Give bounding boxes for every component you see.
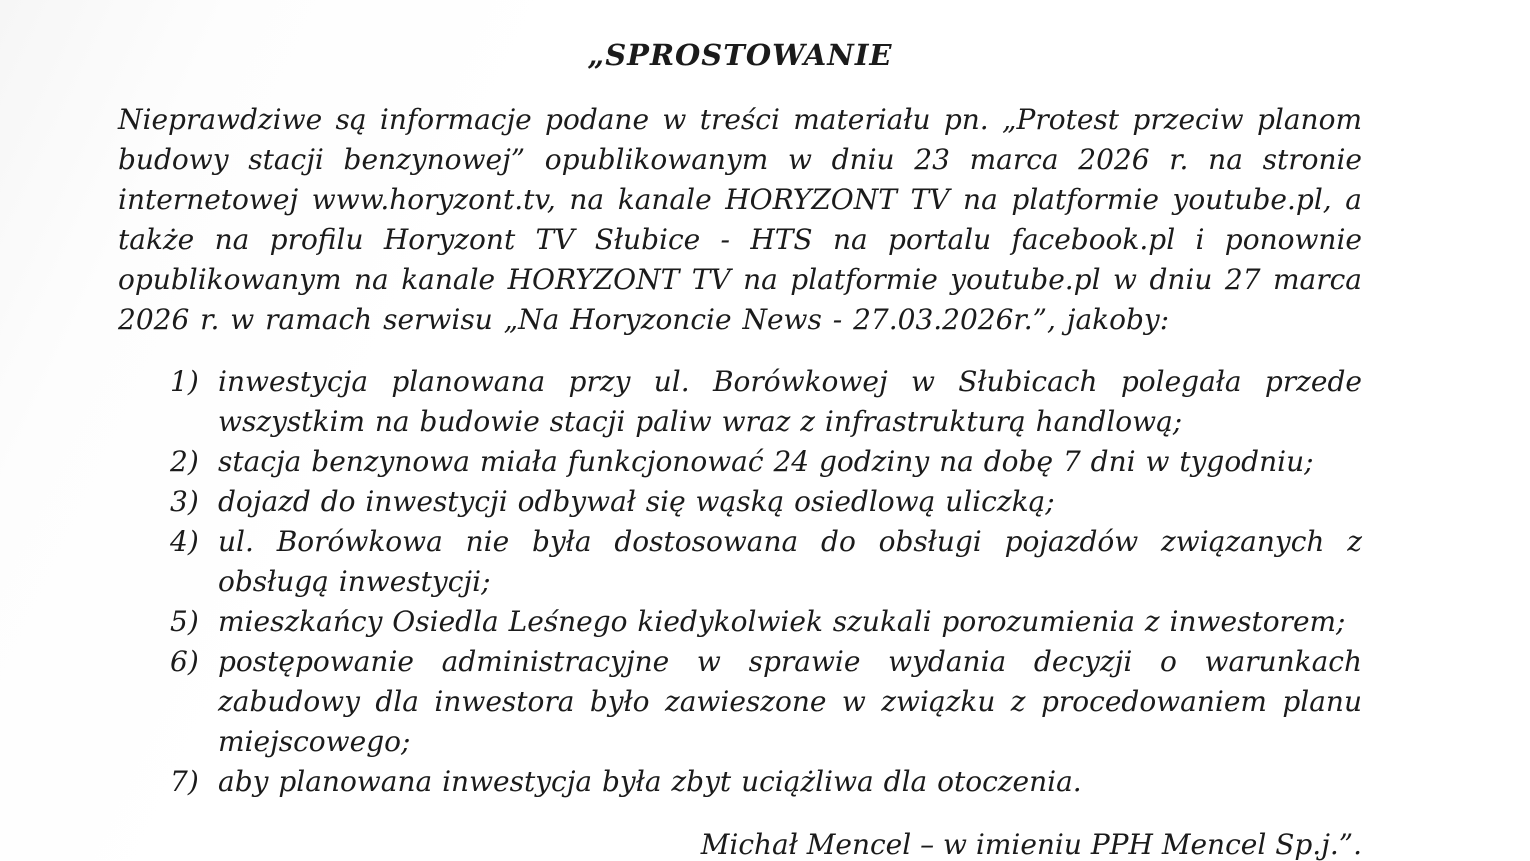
document-title: „SPROSTOWANIE: [587, 38, 893, 72]
intro-paragraph: Nieprawdziwe są informacje podane w treści materiału pn. „Protest przeciw planom budowy stacji benzynowej” opublikowanym w dniu 23 marca 2026 r. na stronie internetowej www.horyzont.tv, na kanale HORYZONT TV na platformie youtube.pl, a także na profilu Horyzont TV Słubice - HTS na portalu facebook.pl i ponownie opublikowanym na kanale HORYZONT TV na platformie youtube.pl w dniu 27 marca 2026 r. w ramach serwisu „Na Horyzoncie News - 27.03.2026r.”, jakoby:: [118, 103, 1362, 336]
list-item-text: dojazd do inwestycji odbywał się wąską osiedlową uliczką;: [218, 485, 1055, 518]
list-item: [170, 442, 1362, 482]
list-item-number: 6): [170, 645, 199, 678]
list-item: [170, 522, 1362, 602]
list-item: [170, 482, 1362, 522]
list-item-number: 4): [170, 525, 199, 558]
list-item-number: 7): [170, 765, 199, 798]
list-item-text: stacja benzynowa miała funkcjonować 24 godziny na dobę 7 dni w tygodniu;: [218, 445, 1314, 478]
correction-list: [170, 362, 1362, 802]
list-item-text: ul. Borówkowa nie była dostosowana do obsługi pojazdów związanych z obsługą inwestycji;: [218, 525, 1362, 598]
list-item: [170, 362, 1362, 442]
list-item-number: 1): [170, 365, 199, 398]
list-item: [170, 642, 1362, 762]
list-item-text: postępowanie administracyjne w sprawie wydania decyzji o warunkach zabudowy dla inwestora było zawieszone w związku z procedowaniem planu miejscowego;: [218, 645, 1362, 758]
list-item-text: inwestycja planowana przy ul. Borówkowej w Słubicach polegała przede wszystkim na budowie stacji paliw wraz z infrastrukturą handlową;: [218, 365, 1362, 438]
list-item: [170, 762, 1362, 802]
list-item-text: aby planowana inwestycja była zbyt uciążliwa dla otoczenia.: [218, 765, 1082, 798]
signature-line: Michał Mencel – w imieniu PPH Mencel Sp.j.”.: [700, 828, 1362, 861]
list-item: [170, 602, 1362, 642]
list-item-number: 3): [170, 485, 199, 518]
list-item-number: 2): [170, 445, 199, 478]
list-item-text: mieszkańcy Osiedla Leśnego kiedykolwiek szukali porozumienia z inwestorem;: [218, 605, 1346, 638]
list-item-number: 5): [170, 605, 199, 638]
